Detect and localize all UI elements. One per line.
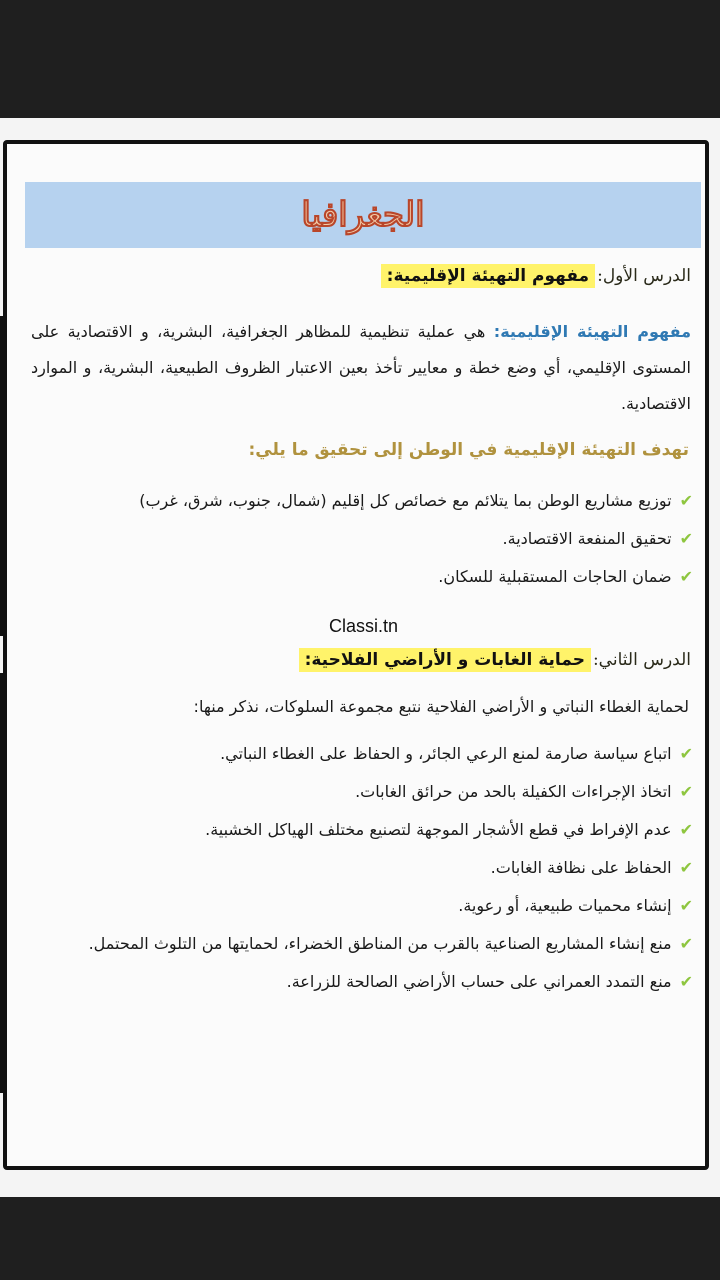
subject-banner	[25, 182, 701, 248]
check-icon: ✔	[679, 781, 693, 801]
lesson2-heading	[299, 648, 691, 672]
list-item: ✔ اتباع سياسة صارمة لمنع الرعي الجائر، و الحفاظ على الغطاء النباتي.	[220, 743, 693, 763]
check-icon: ✔	[679, 933, 693, 953]
worksheet-page	[3, 140, 709, 1170]
lesson1-title: مفهوم التهيئة الإقليمية:	[381, 264, 595, 288]
lesson1-heading	[381, 264, 691, 288]
top-black-bar	[0, 0, 720, 118]
check-icon: ✔	[679, 971, 693, 991]
definition-text: هي عملية تنظيمية للمظاهر الجغرافية، البشرية، و الاقتصادية على المستوى الإقليمي، أي وضع خطة و معايير تأخذ بعين الاعتبار الظروف الطبيعية، البشرية، و الموارد الاقتصادية.	[31, 322, 691, 413]
list-item: ✔ اتخاذ الإجراءات الكفيلة بالحد من حرائق الغابات.	[355, 781, 693, 801]
check-icon: ✔	[679, 857, 693, 877]
actions-list	[27, 734, 693, 1000]
definition-term: مفهوم التهيئة الإقليمية:	[493, 322, 691, 341]
goals-heading: تهدف التهيئة الإقليمية في الوطن إلى تحقيق ما يلي:	[248, 440, 689, 460]
subject-title: الجغرافيا	[301, 195, 425, 235]
list-item: ✔ منع إنشاء المشاريع الصناعية بالقرب من المناطق الخضراء، لحمايتها من التلوث المحتمل.	[88, 933, 693, 953]
check-icon: ✔	[679, 528, 693, 548]
list-item: ✔ توزيع مشاريع الوطن بما يتلائم مع خصائص كل إقليم (شمال، جنوب، شرق، غرب)	[139, 490, 693, 510]
lesson2-tag: الدرس الثاني:	[592, 650, 691, 670]
definition-paragraph	[31, 314, 691, 422]
document-photo	[0, 118, 720, 1197]
goals-list	[27, 481, 693, 595]
check-icon: ✔	[679, 566, 693, 586]
check-icon: ✔	[679, 819, 693, 839]
watermark-text: Classi.tn	[329, 616, 399, 636]
list-item: ✔ عدم الإفراط في قطع الأشجار الموجهة لتصنيع مختلف الهياكل الخشبية.	[205, 819, 693, 839]
check-icon: ✔	[679, 490, 693, 510]
lesson2-intro: لحماية الغطاء النباتي و الأراضي الفلاحية نتبع مجموعة السلوكات، نذكر منها:	[193, 697, 689, 716]
check-icon: ✔	[679, 895, 693, 915]
lesson1-tag: الدرس الأول:	[597, 266, 691, 286]
list-item: ✔ الحفاظ على نظافة الغابات.	[490, 857, 693, 877]
list-item: ✔ إنشاء محميات طبيعية، أو رعوية.	[458, 895, 693, 915]
list-item: ✔ تحقيق المنفعة الاقتصادية.	[502, 528, 693, 548]
bottom-black-bar	[0, 1197, 720, 1280]
list-item: ✔ منع التمدد العمراني على حساب الأراضي الصالحة للزراعة.	[286, 971, 693, 991]
lesson2-title: حماية الغابات و الأراضي الفلاحية:	[299, 648, 591, 672]
check-icon: ✔	[679, 743, 693, 763]
list-item: ✔ ضمان الحاجات المستقبلية للسكان.	[438, 566, 693, 586]
